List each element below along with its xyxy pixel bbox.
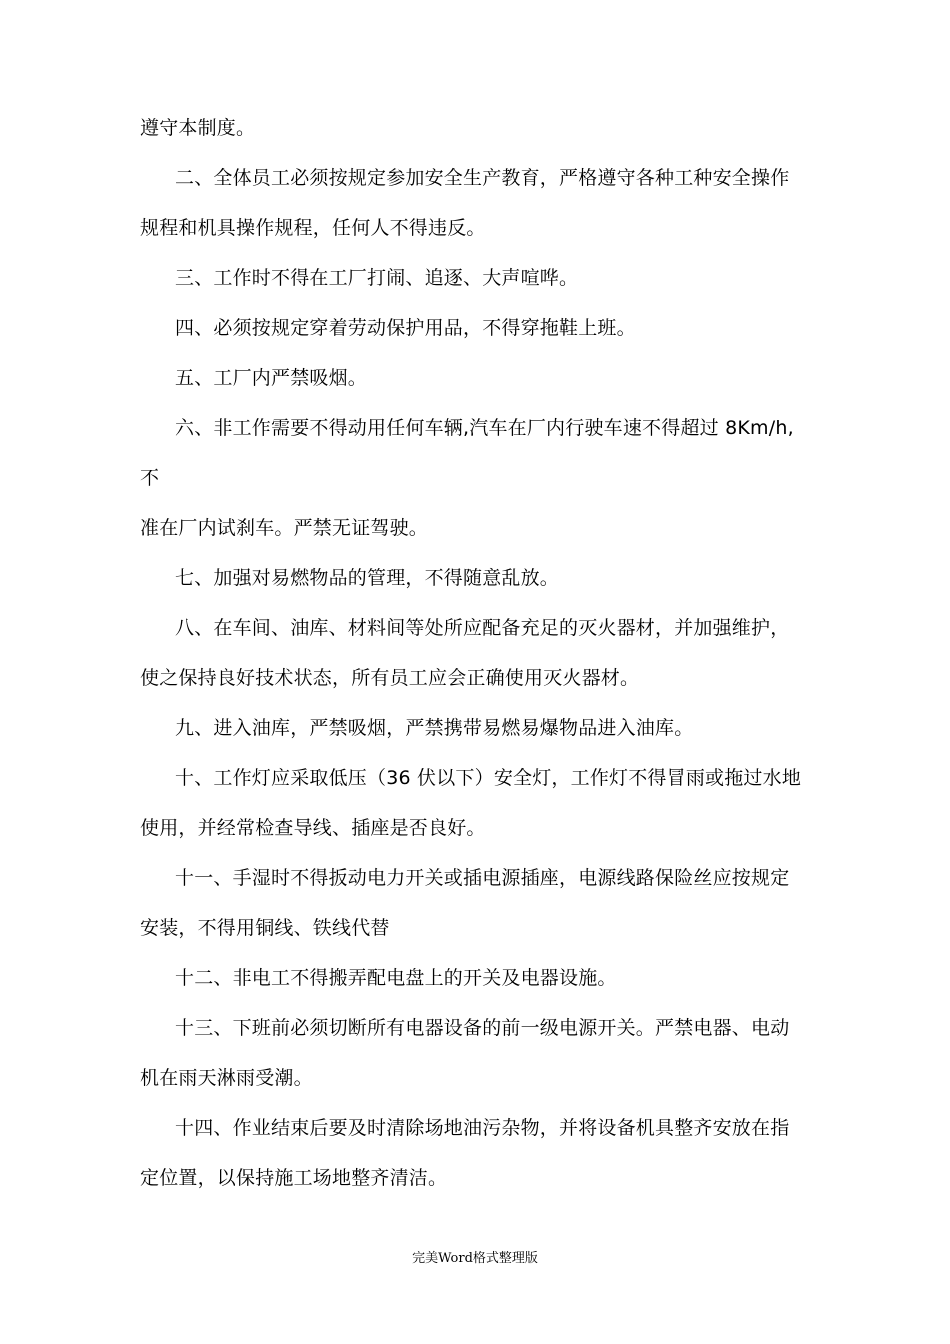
text-line: 三、工作时不得在工厂打闹、追逐、大声喧哗。: [175, 267, 579, 289]
text-line: 十、工作灯应采取低压（36 伏以下）安全灯，工作灯不得冒雨或拖过水地: [175, 767, 802, 789]
text-line: 使之保持良好技术状态，所有员工应会正确使用灭火器材。: [140, 667, 640, 689]
text-line: 六、非工作需要不得动用任何车辆,汽车在厂内行驶车速不得超过 8Km/h,: [175, 417, 794, 439]
text-line: 使用，并经常检查导线、插座是否良好。: [140, 817, 486, 839]
text-line: 二、全体员工必须按规定参加安全生产教育，严格遵守各种工种安全操作: [175, 167, 790, 189]
text-line: 十三、下班前必须切断所有电器设备的前一级电源开关。严禁电器、电动: [175, 1017, 790, 1039]
text-line: 四、必须按规定穿着劳动保护用品，不得穿拖鞋上班。: [175, 317, 636, 339]
text-line: 九、进入油库，严禁吸烟，严禁携带易燃易爆物品进入油库。: [175, 717, 694, 739]
text-line: 八、在车间、油库、材料间等处所应配备充足的灭火器材，并加强维护，: [175, 617, 790, 639]
text-line: 规程和机具操作规程，任何人不得违反。: [140, 217, 486, 239]
text-line: 机在雨天淋雨受潮。: [140, 1067, 313, 1089]
text-line: 准在厂内试刹车。严禁无证驾驶。: [140, 517, 429, 539]
text-line: 十二、非电工不得搬弄配电盘上的开关及电器设施。: [175, 967, 617, 989]
text-line: 十四、作业结束后要及时清除场地油污杂物，并将设备机具整齐安放在指: [175, 1117, 790, 1139]
page-footer: 完美Word格式整理版: [412, 1251, 538, 1266]
text-line: 遵守本制度。: [140, 117, 256, 139]
text-line: 安装，不得用铜线、铁线代替: [140, 917, 390, 939]
text-line: 定位置，以保持施工场地整齐清洁。: [140, 1167, 448, 1189]
text-line: 五、工厂内严禁吸烟。: [175, 367, 368, 389]
text-line: 七、加强对易燃物品的管理，不得随意乱放。: [175, 567, 560, 589]
text-line: 十一、手湿时不得扳动电力开关或插电源插座，电源线路保险丝应按规定: [175, 867, 790, 889]
text-line: 不: [140, 467, 160, 489]
